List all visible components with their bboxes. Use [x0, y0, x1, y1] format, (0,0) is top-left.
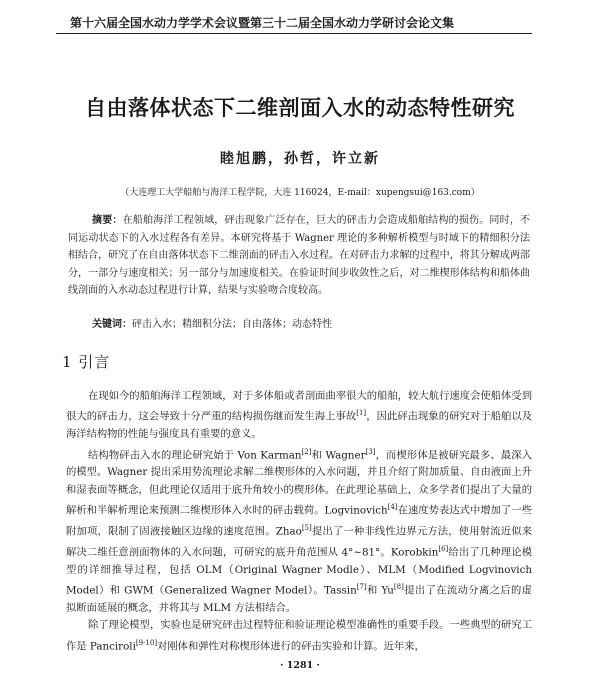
paragraph: 在现如今的船舶海洋工程领域，对于多体船或者剖面曲率很大的船舶，较大航行速度会使船体受到很大的砰击力，这会导致十分严重的结构损伤继而发生海上事故[1]，因此砰击现象的研究对于船舶以及海洋结构物的性能与强度具有重要的意义。: [66, 390, 533, 441]
paragraph: 除了理论模型，实验也是研究砰击过程特征和验证理论模型准确性的重要手段。一些典型的研究工作是 Panciroli[9-10]对刚体和弹性对称楔形体进行的砰击实验和计算。近年来，: [66, 619, 532, 653]
citation-marker: [2]: [301, 447, 312, 456]
citation-marker: [7]: [356, 583, 367, 592]
abstract-text: 在船舶海洋工程领域，砰击现象广泛存在，巨大的砰击力会造成船舶结构的损伤。同时，不同运动状态下的入水过程各有差异。本研究将基于 Wagner 理论的多种解析模型与时域下的精细积分法相结合，研究了在自由落体状态下二维剖面的砰击入水过程。在对砰击力求解的过程中，将其分解成两部分，一部分与速度相关；另一部分与加速度相关。在验证时间步收敛性之后，对二维楔形体结构和船体曲线剖面的入水动态过程进行计算，结果与实验吻合度较高。: [68, 215, 531, 296]
keywords-text: 砰击入水；精细积分法；自由落体；动态特性: [132, 319, 332, 330]
citation-marker: [8]: [393, 583, 404, 592]
abstract-label: 摘要：: [92, 215, 123, 226]
keywords-label: 关键词：: [92, 319, 132, 330]
section-heading: 1 引言: [62, 353, 111, 371]
citation-marker: [4]: [387, 503, 398, 512]
paper-affiliation: （大连理工大学船舶与海洋工程学院，大连 116024，E-mail：xupengsui@163.com）: [120, 188, 480, 198]
citation-marker: [9-10]: [135, 638, 158, 647]
paper-authors: 睦旭鹏，孙哲，许立新: [220, 151, 380, 167]
paragraph: 结构物砰击入水的理论研究始于 Von Karman[2]和 Wagner[3]，而楔形体是被研究最多、最深入的模型。Wagner 提出采用势流理论求解二维楔形体的入水问题，并且介绍了附加质量、自由液面上升和湿表面等概念，但此理论仅适用于底升角较小的楔形体。在此理论基础上，众多学者们提出了大量的解析和半解析理论来预测二维楔形体入水时的砰击载荷。Logvinovich[4]在速度势表达式中增加了一些附加项，限制了固液接触区边缘的速度范围。Zhao[5]提出了一种非线性边界元方法，使用射流近似来解决二维任意剖面物体的入水问题，可研究的底升角范围从 4°~81°。Korobkin[6]给出了几种理论模型的详细推导过程，包括 OLM（Original Wagner Modle）、MLM（Modified Logvinovich Model）和 GWM（Generalized Wagner Model）。Tassin[7]和 Yu[8]提出了在流动分离之后的虚拟断面延展的概念，并将其与 MLM 方法相结合。: [66, 447, 533, 614]
citation-marker: [5]: [301, 524, 312, 533]
citation-marker: [3]: [365, 447, 376, 456]
keywords: [92, 315, 532, 330]
paper-title: 自由落体状态下二维剖面入水的动态特性研究: [85, 96, 515, 120]
citation-marker: [6]: [438, 544, 449, 553]
abstract: [68, 212, 530, 300]
page-number: · 1281 ·: [280, 660, 320, 671]
running-header: 第十六届全国水动力学学术会议暨第三十二届全国水动力学研讨会论文集: [70, 16, 455, 30]
citation-marker: [1]: [356, 409, 367, 418]
body-text: [66, 388, 532, 656]
header-rule: [56, 33, 532, 34]
